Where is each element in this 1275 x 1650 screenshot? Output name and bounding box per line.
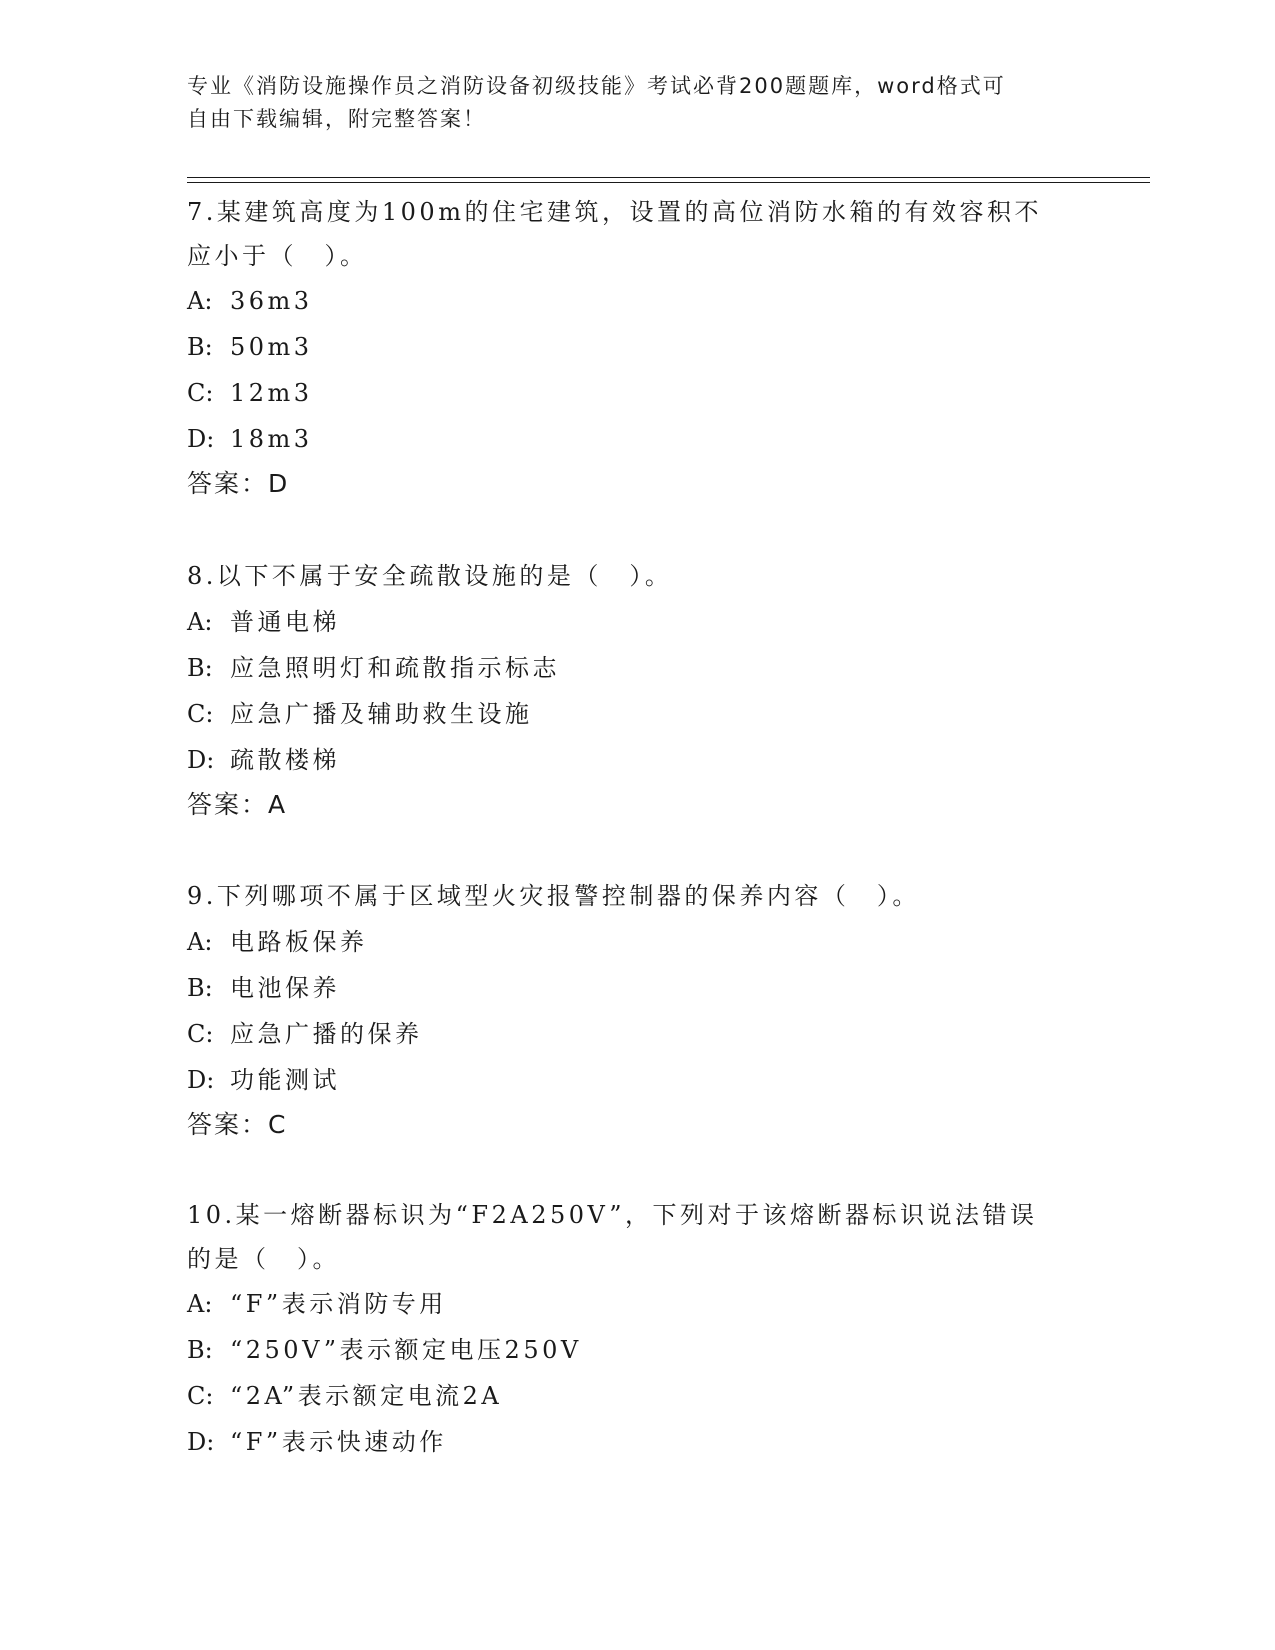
option-key: B:: [187, 333, 213, 361]
question-stem-line: 应小于（ ）。: [187, 242, 368, 270]
option-text: 电路板保养: [230, 928, 368, 956]
option-d: [187, 416, 1087, 462]
option-text: 疏散楼梯: [230, 746, 340, 774]
option-key: B:: [187, 1336, 213, 1364]
question-stem-line: 10.某一熔断器标识为“F2A250V”，下列对于该熔断器标识说法错误: [187, 1201, 1038, 1229]
header-divider-top: [187, 177, 1150, 178]
option-d: [187, 1419, 1087, 1465]
option-text: “F”表示快速动作: [230, 1428, 447, 1456]
option-text: 应急照明灯和疏散指示标志: [230, 654, 560, 682]
question-stem-line: 8.以下不属于安全疏散设施的是（ ）。: [187, 562, 673, 590]
option-key: C:: [187, 1382, 214, 1410]
option-b: [187, 324, 1087, 370]
answer-line: 答案：C: [187, 1110, 288, 1139]
header-line-2: 自由下载编辑，附完整答案！: [187, 107, 486, 131]
option-c: [187, 691, 1087, 737]
option-text: 应急广播及辅助救生设施: [230, 700, 533, 728]
option-key: D:: [187, 1428, 215, 1456]
option-key: D:: [187, 746, 215, 774]
option-c: [187, 1373, 1087, 1419]
option-text: “F”表示消防专用: [230, 1290, 447, 1318]
option-key: C:: [187, 1020, 214, 1048]
option-key: A:: [187, 1290, 213, 1318]
answer-line: 答案：A: [187, 790, 288, 819]
option-text: 12m3: [230, 379, 313, 407]
option-d: [187, 1057, 1087, 1103]
option-key: B:: [187, 974, 213, 1002]
question-stem-line: 7.某建筑高度为100m的住宅建筑，设置的高位消防水箱的有效容积不: [187, 198, 1042, 226]
option-text: 电池保养: [230, 974, 340, 1002]
option-c: [187, 370, 1087, 416]
option-d: [187, 737, 1087, 783]
option-key: A:: [187, 287, 213, 315]
option-text: 36m3: [230, 287, 313, 315]
question-8: [187, 553, 1087, 827]
option-a: [187, 919, 1087, 965]
option-text: 50m3: [230, 333, 313, 361]
option-key: A:: [187, 928, 213, 956]
option-text: 功能测试: [230, 1066, 340, 1094]
option-key: D:: [187, 1066, 215, 1094]
option-key: D:: [187, 425, 215, 453]
option-text: “250V”表示额定电压250V: [230, 1336, 582, 1364]
option-b: [187, 965, 1087, 1011]
header-line-1: 专业《消防设施操作员之消防设备初级技能》考试必背200题题库，word格式可: [187, 74, 1006, 98]
option-a: [187, 599, 1087, 645]
option-b: [187, 1327, 1087, 1373]
header-divider-bottom: [187, 182, 1150, 183]
question-10: [187, 1193, 1087, 1465]
option-key: C:: [187, 379, 214, 407]
option-key: B:: [187, 654, 213, 682]
option-a: [187, 278, 1087, 324]
question-9: [187, 873, 1087, 1147]
option-text: “2A”表示额定电流2A: [230, 1382, 503, 1410]
question-stem-line: 9.下列哪项不属于区域型火灾报警控制器的保养内容（ ）。: [187, 882, 920, 910]
answer-line: 答案：D: [187, 469, 290, 498]
question-stem-line: 的是（ ）。: [187, 1245, 340, 1273]
question-7: [187, 190, 1087, 506]
option-text: 普通电梯: [230, 608, 340, 636]
document-header: [187, 70, 1087, 136]
option-text: 18m3: [230, 425, 313, 453]
option-text: 应急广播的保养: [230, 1020, 423, 1048]
option-a: [187, 1281, 1087, 1327]
option-c: [187, 1011, 1087, 1057]
option-b: [187, 645, 1087, 691]
option-key: A:: [187, 608, 213, 636]
option-key: C:: [187, 700, 214, 728]
